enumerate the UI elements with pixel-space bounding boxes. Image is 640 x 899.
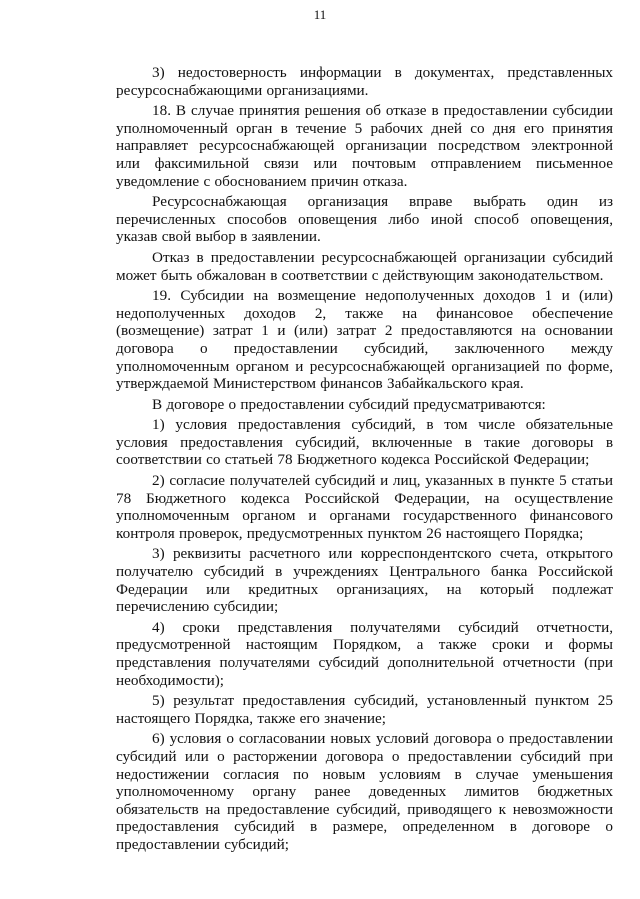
- paragraph-item-3-unreliable-info: 3) недостоверность информации в документах, представленных ресурсоснабжающими организациями.: [116, 64, 613, 99]
- list-item-4-reporting: 4) сроки представления получателями субсидий отчетности, предусмотренной настоящим Порядком, а также сроки и формы представления получателями субсидий дополнительной отчетности (при необходимости);: [116, 618, 613, 689]
- page-number: 11: [313, 7, 327, 22]
- list-item-2-consent: 2) согласие получателей субсидий и лиц, указанных в пункте 5 статьи 78 Бюджетного кодекса Российской Федерации, на осуществление уполномоченным органом и органами государственного финансового контроля проверок, предусмотренных пунктом 26 настоящего Порядка;: [116, 472, 613, 542]
- paragraph-18-refusal-notice: 18. В случае принятия решения об отказе в предоставлении субсидии уполномоченный орган в течение 5 рабочих дней со дня его принятия направляет ресурсоснабжающей организации посредством электронной или факсимильной связи или почтовым отправлением письменное уведомление с обоснованием причин отказа.: [116, 102, 613, 190]
- document-body: [116, 64, 613, 857]
- paragraph-agreement-provisions: В договоре о предоставлении субсидий предусматриваются:: [152, 395, 546, 413]
- list-item-3-bank-details: 3) реквизиты расчетного или корреспондентского счета, открытого получателю субсидий в учреждениях Центрального банка Российской Федерации или кредитных организациях, на который подлежат перечислению субсидии;: [116, 545, 613, 616]
- paragraph-19-agreement: 19. Субсидии на возмещение недополученных доходов 1 и (или) недополученных доходов 2, также на финансовое обеспечение (возмещение) затрат 1 и (или) затрат 2 предоставляются на основании договора о предоставлении субсидий, заключенного между уполномоченным органом и ресурсоснабжающей организацией по форме, утверждаемой Министерством финансов Забайкальского края.: [116, 287, 613, 393]
- list-item-5-result: 5) результат предоставления субсидий, установленный пунктом 25 настоящего Порядка, также его значение;: [116, 692, 613, 727]
- paragraph-notification-choice: Ресурсоснабжающая организация вправе выбрать один из перечисленных способов оповещения либо иной способ оповещения, указав свой выбор в заявлении.: [116, 193, 613, 246]
- list-item-1-conditions: 1) условия предоставления субсидий, в том числе обязательные условия предоставления субсидий, включенные в такие договоры в соответствии со статьей 78 Бюджетного кодекса Российской Федерации;: [116, 416, 613, 469]
- paragraph-appeal: Отказ в предоставлении ресурсоснабжающей организации субсидий может быть обжалован в соответствии с действующим законодательством.: [116, 248, 613, 284]
- list-item-6-new-conditions: 6) условия о согласовании новых условий договора о предоставлении субсидий или о расторжении договора о предоставлении субсидий при недостижении согласия по новым условиям в случае уменьшения уполномоченному органу ранее доведенных лимитов бюджетных обязательств на предоставление субсидий, приводящего к невозможности предоставления субсидий в размере, определенном в договоре о предоставлении субсидий;: [116, 730, 613, 853]
